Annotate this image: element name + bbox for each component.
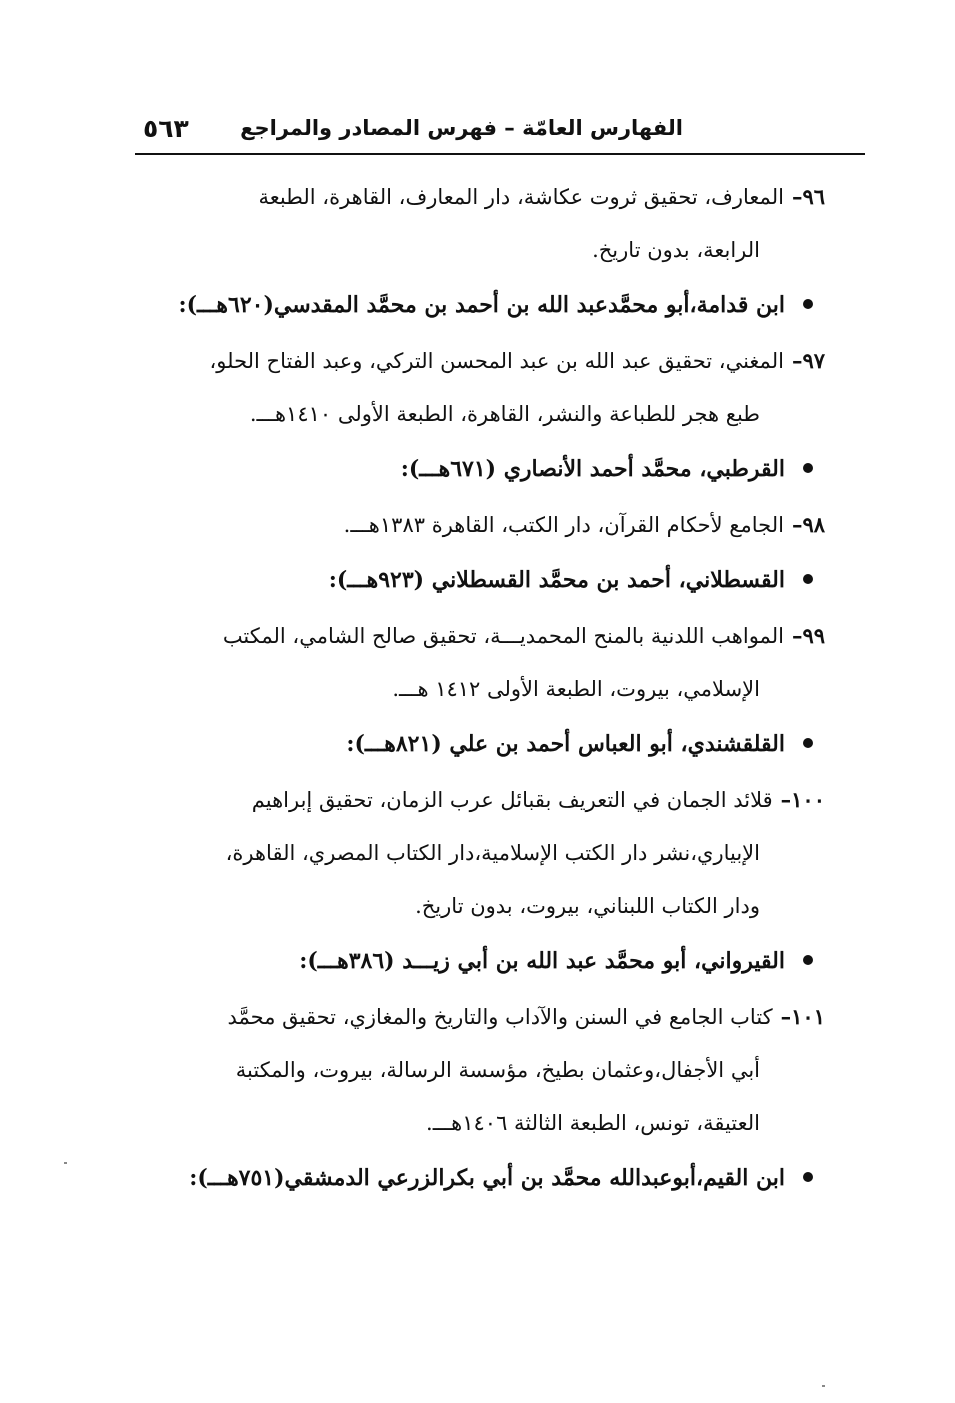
reference-entry-97 [130, 334, 825, 441]
entry-number: ٩٧– [791, 348, 825, 373]
entry-text-line: ودار الكتاب اللبناني، بيروت، بدون تاريخ. [415, 894, 760, 918]
entry-number: ١٠١– [780, 1004, 825, 1029]
entry-number: ٩٦– [791, 184, 825, 209]
bullet-icon [803, 299, 813, 309]
bibliography-list [130, 170, 825, 1207]
author-name: القرطبي، محمَّد أحمد الأنصاري (٦٧١هـــ): [400, 456, 785, 482]
bullet-icon [803, 1172, 813, 1182]
author-heading [130, 277, 825, 334]
page-header [135, 112, 863, 152]
scan-speck [822, 1385, 825, 1387]
header-divider [135, 153, 865, 155]
author-heading [130, 441, 825, 498]
entry-text-line: المعارف، تحقيق ثروت عكاشة، دار المعارف، القاهرة، الطبعة [258, 185, 784, 209]
entry-text-line: المواهب اللدنية بالمنح المحمديـــة، تحقيق صالح الشامي، المكتب [222, 624, 784, 648]
entry-number: ٩٨– [791, 512, 825, 537]
author-name: القسطلاني، أحمد بن محمَّد القسطلاني (٩٢٣هـــ): [328, 567, 785, 593]
entry-number: ٩٩– [791, 623, 825, 648]
entry-text-line: طبع هجر للطباعة والنشر، القاهرة، الطبعة الأولى ١٤١٠هـــ. [249, 402, 760, 426]
entry-text-line: كتاب الجامع في السنن والآداب والتاريخ والمغازي، تحقيق محمَّد [227, 1005, 773, 1029]
author-name: ابن القيم،أبوعبدالله محمَّد بن أبي بكرالزرعي الدمشقي(٧٥١هـــ): [189, 1165, 785, 1191]
scan-speck [64, 1162, 67, 1164]
bullet-icon [803, 738, 813, 748]
author-heading [130, 552, 825, 609]
reference-entry-98 [130, 498, 825, 552]
page-number: ٥٦٣ [143, 114, 189, 143]
bullet-icon [803, 574, 813, 584]
entry-text-line: الجامع لأحكام القرآن، دار الكتب، القاهرة ١٣٨٣هـــ. [343, 513, 784, 537]
reference-entry-100 [130, 773, 825, 933]
entry-text-line: الإبياري،نشر دار الكتب الإسلامية،دار الكتاب المصري، القاهرة، [225, 841, 760, 865]
entry-number: ١٠٠– [780, 787, 825, 812]
author-name: القلقشندي، أبو العباس أحمد بن علي (٨٢١هـــ): [346, 731, 785, 757]
entry-text-line: أبي الأجفال،وعثمان بطيخ، مؤسسة الرسالة، بيروت، والمكتبة [235, 1058, 760, 1082]
author-name: القيرواني، أبو محمَّد عبد الله بن أبي زيـــد (٣٨٦هـــ): [299, 948, 785, 974]
bullet-icon [803, 955, 813, 965]
author-name: ابن قدامة،أبو محمَّدعبد الله بن أحمد بن محمَّد المقدسي(٦٢٠هـــ): [178, 292, 785, 318]
entry-text-line: المغني، تحقيق عبد الله بن عبد المحسن التركي، وعبد الفتاح الحلو، [209, 349, 784, 373]
entry-text-line: قلائد الجمان في التعريف بقبائل عرب الزمان، تحقيق إبراهيم [251, 788, 773, 812]
reference-entry-101 [130, 990, 825, 1150]
entry-text-line: العتيقة، تونس، الطبعة الثالثة ١٤٠٦هـــ. [426, 1111, 760, 1135]
running-title: الفهارس العامّة – فهرس المصادر والمراجع [240, 116, 683, 140]
author-heading [130, 933, 825, 990]
bullet-icon [803, 463, 813, 473]
entry-text-line: الرابعة، بدون تاريخ. [592, 238, 760, 262]
entry-text-line: الإسلامي، بيروت، الطبعة الأولى ١٤١٢ هـــ. [392, 677, 760, 701]
reference-entry-96 [130, 170, 825, 277]
author-heading [130, 716, 825, 773]
author-heading [130, 1150, 825, 1207]
reference-entry-99 [130, 609, 825, 716]
